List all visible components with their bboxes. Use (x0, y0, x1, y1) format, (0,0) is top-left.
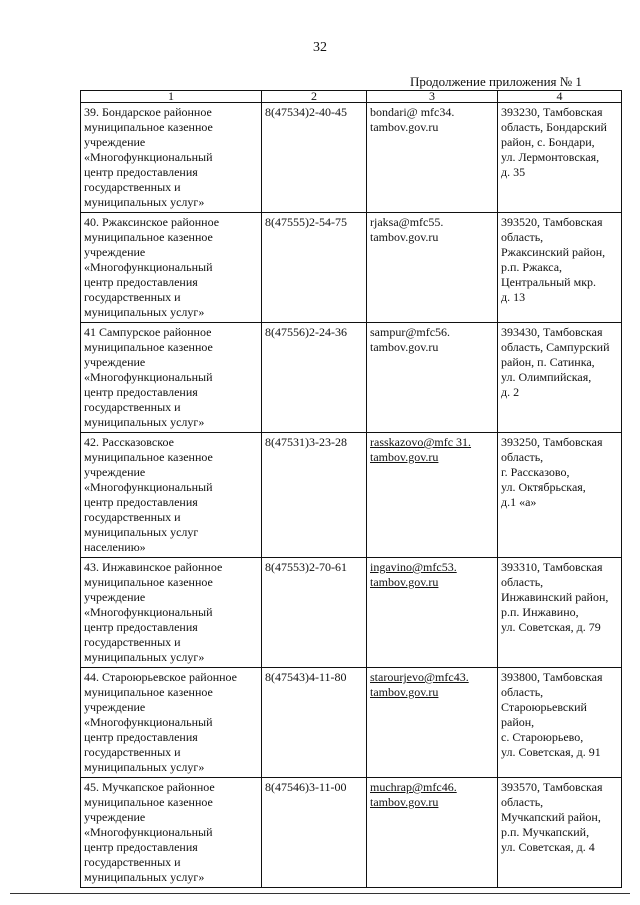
organization-name-line: центр предоставления (84, 495, 198, 509)
email-line: rasskazovo@mfc 31. (370, 435, 472, 449)
address-line: ул. Октябрьская, (501, 480, 586, 494)
organization-name-cell (81, 103, 262, 213)
page-number: 32 (313, 40, 327, 55)
organization-name-line: государственных и (84, 635, 181, 649)
organization-name-cell (81, 323, 262, 433)
address-line: 393230, Тамбовская (501, 105, 603, 119)
email-line: ingavino@mfc53. (370, 560, 457, 574)
address-line: Инжавинский район, (501, 590, 609, 604)
organization-name-line: учреждение (84, 590, 146, 604)
address-line: д.1 «а» (501, 495, 537, 509)
phone-text: 8(47534)2-40-45 (265, 105, 347, 119)
organization-name-line: 43. Инжавинское районное (84, 560, 223, 574)
address-line: район, п. Сатинка, (501, 355, 595, 369)
organization-name-line: 41 Сампурское районное (84, 325, 212, 339)
organization-name-line: «Многофункциональный (84, 825, 213, 839)
table-row (81, 323, 622, 433)
address-line: район, с. Бондари, (501, 135, 595, 149)
organization-name-line: муниципальное казенное (84, 795, 213, 809)
column-header-3: 3 (367, 91, 498, 103)
address-line: 393520, Тамбовская (501, 215, 603, 229)
phone-cell (262, 213, 367, 323)
email-cell[interactable] (367, 433, 498, 558)
phone-text: 8(47546)3-11-00 (265, 780, 347, 794)
organization-name-line: центр предоставления (84, 275, 198, 289)
phone-text: 8(47531)3-23-28 (265, 435, 347, 449)
appendix-continuation-note: Продолжение приложения № 1 (410, 74, 582, 89)
email-line: rjaksa@mfc55. (370, 215, 444, 229)
organization-name-line: муниципальное казенное (84, 340, 213, 354)
organization-name-line: государственных и (84, 400, 181, 414)
organization-name-line: «Многофункциональный (84, 150, 213, 164)
table-row (81, 103, 622, 213)
address-line: р.п. Ржакса, (501, 260, 563, 274)
email-line: tambov.gov.ru (370, 120, 439, 134)
email-cell[interactable] (367, 103, 498, 213)
address-cell (498, 213, 622, 323)
organization-name-cell (81, 668, 262, 778)
organization-name-line: муниципальное казенное (84, 685, 213, 699)
email-line: tambov.gov.ru (370, 230, 439, 244)
address-line: район, (501, 715, 535, 729)
column-number-header-row (81, 91, 622, 103)
column-header-1: 1 (81, 91, 262, 103)
email-line: tambov.gov.ru (370, 340, 439, 354)
address-line: область, (501, 575, 544, 589)
organization-name-line: учреждение (84, 700, 146, 714)
organization-name-line: государственных и (84, 510, 181, 524)
email-line: tambov.gov.ru (370, 685, 439, 699)
phone-cell (262, 778, 367, 888)
phone-cell (262, 433, 367, 558)
email-cell[interactable] (367, 778, 498, 888)
address-line: ул. Советская, д. 91 (501, 745, 601, 759)
organization-name-line: муниципальное казенное (84, 575, 213, 589)
organization-name-line: государственных и (84, 180, 181, 194)
address-line: ул. Лермонтовская, (501, 150, 600, 164)
column-header-2: 2 (262, 91, 367, 103)
table-row (81, 778, 622, 888)
address-cell (498, 778, 622, 888)
address-cell (498, 433, 622, 558)
organization-name-cell (81, 778, 262, 888)
email-cell[interactable] (367, 668, 498, 778)
organization-name-line: 39. Бондарское районное (84, 105, 212, 119)
table-row (81, 213, 622, 323)
organization-name-line: центр предоставления (84, 840, 198, 854)
address-line: область, (501, 450, 544, 464)
organization-name-line: учреждение (84, 810, 146, 824)
address-line: ул. Советская, д. 79 (501, 620, 601, 634)
organization-name-line: учреждение (84, 465, 146, 479)
organizations-table (80, 90, 622, 888)
organization-name-line: центр предоставления (84, 730, 198, 744)
table-row (81, 433, 622, 558)
organization-name-line: 44. Староюрьевское районное (84, 670, 238, 684)
address-line: д. 2 (501, 385, 520, 399)
organization-name-line: муниципальных услуг» (84, 415, 205, 429)
address-line: Центральный мкр. (501, 275, 597, 289)
email-line: starourjevo@mfc43. (370, 670, 469, 684)
email-line: muchrap@mfc46. (370, 780, 457, 794)
address-line: г. Рассказово, (501, 465, 570, 479)
organization-name-cell (81, 433, 262, 558)
column-header-4: 4 (498, 91, 622, 103)
address-line: с. Староюрьево, (501, 730, 584, 744)
email-line: tambov.gov.ru (370, 450, 439, 464)
address-line: д. 35 (501, 165, 526, 179)
organization-name-line: учреждение (84, 245, 146, 259)
organization-name-line: учреждение (84, 355, 146, 369)
organization-name-line: муниципальных услуг» (84, 305, 205, 319)
phone-text: 8(47555)2-54-75 (265, 215, 347, 229)
address-line: область, (501, 795, 544, 809)
email-cell[interactable] (367, 213, 498, 323)
phone-text: 8(47553)2-70-61 (265, 560, 347, 574)
address-line: д. 13 (501, 290, 526, 304)
organization-name-line: «Многофункциональный (84, 260, 213, 274)
organization-name-line: 45. Мучкапское районное (84, 780, 215, 794)
phone-text: 8(47543)4-11-80 (265, 670, 347, 684)
organization-name-line: муниципальное казенное (84, 450, 213, 464)
address-line: 393310, Тамбовская (501, 560, 603, 574)
address-line: Ржаксинский район, (501, 245, 606, 259)
address-line: область, (501, 685, 544, 699)
organization-name-line: государственных и (84, 855, 181, 869)
phone-cell (262, 323, 367, 433)
organization-name-line: центр предоставления (84, 385, 198, 399)
address-line: область, Бондарский (501, 120, 607, 134)
email-line: sampur@mfc56. (370, 325, 451, 339)
address-line: ул. Олимпийская, (501, 370, 592, 384)
email-line: tambov.gov.ru (370, 575, 439, 589)
address-cell (498, 323, 622, 433)
address-line: 393430, Тамбовская (501, 325, 603, 339)
organization-name-cell (81, 558, 262, 668)
phone-text: 8(47556)2-24-36 (265, 325, 347, 339)
address-line: Староюрьевский (501, 700, 587, 714)
email-cell[interactable] (367, 323, 498, 433)
phone-cell (262, 103, 367, 213)
organization-name-line: учреждение (84, 135, 146, 149)
organization-name-line: муниципальное казенное (84, 230, 213, 244)
organization-name-line: центр предоставления (84, 620, 198, 634)
organization-name-line: государственных и (84, 745, 181, 759)
organization-name-line: муниципальных услуг» (84, 870, 205, 884)
table-row (81, 558, 622, 668)
organization-name-line: муниципальных услуг» (84, 195, 205, 209)
table-row (81, 668, 622, 778)
organization-name-line: муниципальное казенное (84, 120, 213, 134)
bottom-rule (10, 893, 630, 894)
address-line: 393800, Тамбовская (501, 670, 603, 684)
email-cell[interactable] (367, 558, 498, 668)
organization-name-line: населению» (84, 540, 146, 554)
address-line: Мучкапский район, (501, 810, 601, 824)
address-line: 393250, Тамбовская (501, 435, 603, 449)
table-body (81, 103, 622, 888)
organization-name-line: 42. Рассказовское (84, 435, 174, 449)
organization-name-line: муниципальных услуг» (84, 650, 205, 664)
address-cell (498, 668, 622, 778)
email-line: bondari@ mfc34. (370, 105, 455, 119)
organization-name-line: центр предоставления (84, 165, 198, 179)
organization-name-line: «Многофункциональный (84, 480, 213, 494)
address-cell (498, 103, 622, 213)
organization-name-line: «Многофункциональный (84, 715, 213, 729)
address-line: область, (501, 230, 544, 244)
organization-name-line: «Многофункциональный (84, 370, 213, 384)
phone-cell (262, 668, 367, 778)
organization-name-line: муниципальных услуг» (84, 760, 205, 774)
address-line: область, Сампурский (501, 340, 610, 354)
address-line: 393570, Тамбовская (501, 780, 603, 794)
organization-name-line: муниципальных услуг (84, 525, 199, 539)
address-line: р.п. Инжавино, (501, 605, 579, 619)
organization-name-line: 40. Ржаксинское районное (84, 215, 220, 229)
organization-name-line: «Многофункциональный (84, 605, 213, 619)
organization-name-line: государственных и (84, 290, 181, 304)
address-cell (498, 558, 622, 668)
phone-cell (262, 558, 367, 668)
address-line: ул. Советская, д. 4 (501, 840, 595, 854)
address-line: р.п. Мучкапский, (501, 825, 590, 839)
organization-name-cell (81, 213, 262, 323)
email-line: tambov.gov.ru (370, 795, 439, 809)
